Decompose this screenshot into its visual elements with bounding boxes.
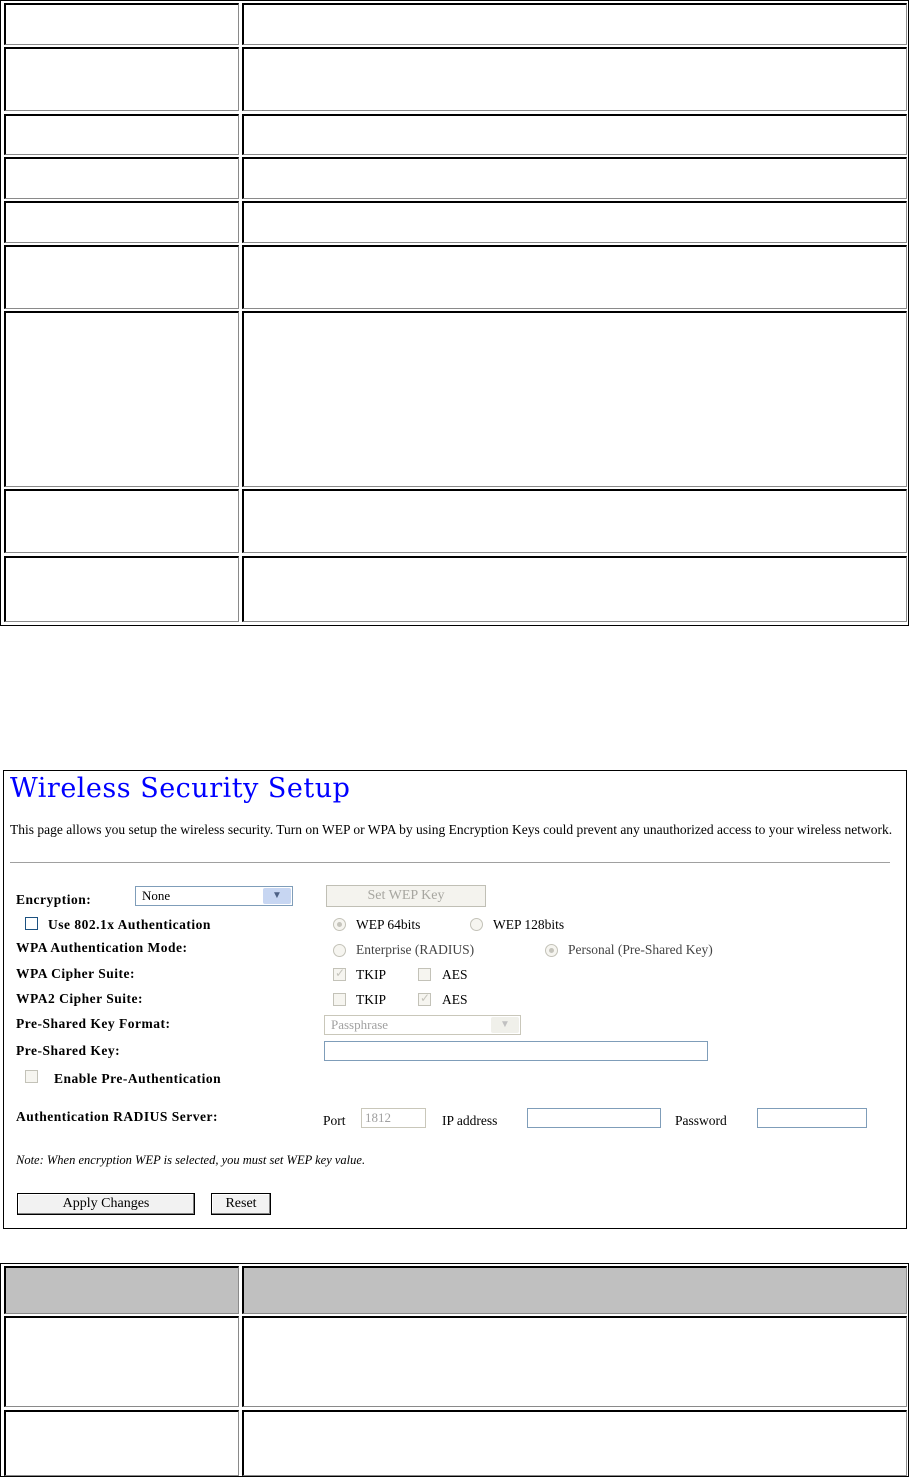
- wpa-aes-label: AES: [442, 967, 468, 982]
- doc-table-bottom: [0, 1263, 909, 1477]
- table-cell: [242, 114, 907, 155]
- psk-input[interactable]: [324, 1041, 708, 1061]
- table-cell: [242, 489, 907, 553]
- wep-note: Note: When encryption WEP is selected, you must set WEP key value.: [16, 1153, 366, 1167]
- check-icon: ✓: [335, 966, 346, 980]
- divider: [10, 862, 890, 863]
- table-row: [2, 1316, 907, 1407]
- table-cell: [242, 157, 907, 199]
- use-8021x-checkbox[interactable]: [25, 917, 38, 930]
- table-row: [2, 201, 907, 243]
- table-row: [2, 1410, 907, 1476]
- personal-radio[interactable]: [545, 944, 558, 957]
- encryption-value: None: [142, 888, 171, 903]
- chevron-down-icon: ▼: [491, 1017, 519, 1033]
- table-header-cell: [242, 1266, 907, 1314]
- preauth-label: Enable Pre-Authentication: [54, 1071, 222, 1086]
- table-cell: [4, 47, 239, 111]
- table-row: [2, 489, 907, 553]
- table-cell: [4, 1316, 239, 1407]
- table-cell: [242, 311, 907, 487]
- wep128-label: WEP 128bits: [493, 917, 565, 932]
- wpa-aes-checkbox[interactable]: [418, 968, 431, 981]
- table-row: [2, 3, 907, 45]
- enterprise-label: Enterprise (RADIUS): [356, 942, 475, 957]
- password-input[interactable]: [757, 1108, 867, 1128]
- wpa-cipher-label: WPA Cipher Suite:: [16, 966, 136, 981]
- port-input[interactable]: 1812: [361, 1108, 426, 1128]
- ip-address-label: IP address: [442, 1113, 498, 1128]
- chevron-down-icon: ▼: [263, 888, 291, 904]
- table-cell: [242, 201, 907, 243]
- apply-changes-button[interactable]: Apply Changes: [17, 1193, 195, 1215]
- table-header-cell: [4, 1266, 239, 1314]
- table-cell: [242, 1316, 907, 1407]
- table-cell: [4, 114, 239, 155]
- table-cell: [4, 556, 239, 622]
- table-cell: [242, 3, 907, 45]
- radius-label: Authentication RADIUS Server:: [16, 1109, 218, 1124]
- port-label: Port: [323, 1113, 346, 1128]
- ip-address-input[interactable]: [527, 1108, 661, 1128]
- wpa2-tkip-checkbox[interactable]: [333, 993, 346, 1006]
- psk-label: Pre-Shared Key:: [16, 1043, 121, 1058]
- table-cell: [242, 1410, 907, 1476]
- encryption-select[interactable]: [135, 886, 293, 906]
- wpa2-aes-label: AES: [442, 992, 468, 1007]
- wireless-security-panel: [3, 770, 907, 1229]
- table-row: [2, 157, 907, 199]
- table-cell: [4, 489, 239, 553]
- page-description: This page allows you setup the wireless security. Turn on WEP or WPA by using Encryption Keys could prevent any unauthorized access to your wireless network.: [10, 822, 893, 837]
- table-cell: [4, 157, 239, 199]
- wpa-tkip-label: TKIP: [356, 967, 386, 982]
- table-header-row: [2, 1266, 907, 1314]
- encryption-label: Encryption:: [16, 892, 92, 907]
- wpa-tkip-checkbox[interactable]: [333, 968, 346, 981]
- doc-table-top: [0, 0, 909, 626]
- table-cell: [4, 3, 239, 45]
- table-cell: [4, 245, 239, 309]
- reset-button[interactable]: Reset: [211, 1193, 271, 1215]
- use-8021x-label: Use 802.1x Authentication: [48, 917, 211, 932]
- table-cell: [242, 245, 907, 309]
- table-row: [2, 47, 907, 111]
- wep128-radio[interactable]: [470, 918, 483, 931]
- table-cell: [4, 201, 239, 243]
- preauth-checkbox[interactable]: [25, 1070, 38, 1083]
- table-row: [2, 245, 907, 309]
- table-cell: [242, 47, 907, 111]
- table-cell: [4, 311, 239, 487]
- psk-format-select[interactable]: [324, 1015, 521, 1035]
- table-row: [2, 556, 907, 622]
- table-row: [2, 311, 907, 487]
- wep64-radio[interactable]: [333, 918, 346, 931]
- set-wep-key-button[interactable]: Set WEP Key: [326, 885, 486, 907]
- table-row: [2, 114, 907, 155]
- psk-format-label: Pre-Shared Key Format:: [16, 1016, 171, 1031]
- wpa2-aes-checkbox[interactable]: [418, 993, 431, 1006]
- wep64-label: WEP 64bits: [356, 917, 421, 932]
- wpa2-tkip-label: TKIP: [356, 992, 386, 1007]
- table-cell: [242, 556, 907, 622]
- enterprise-radio[interactable]: [333, 944, 346, 957]
- personal-label: Personal (Pre-Shared Key): [568, 942, 713, 957]
- table-cell: [4, 1410, 239, 1476]
- wpa2-cipher-label: WPA2 Cipher Suite:: [16, 991, 143, 1006]
- password-label: Password: [675, 1113, 727, 1128]
- wpa-auth-mode-label: WPA Authentication Mode:: [16, 940, 188, 955]
- psk-format-value: Passphrase: [331, 1017, 389, 1032]
- check-icon: ✓: [420, 991, 431, 1005]
- page-title: Wireless Security Setup: [10, 773, 351, 804]
